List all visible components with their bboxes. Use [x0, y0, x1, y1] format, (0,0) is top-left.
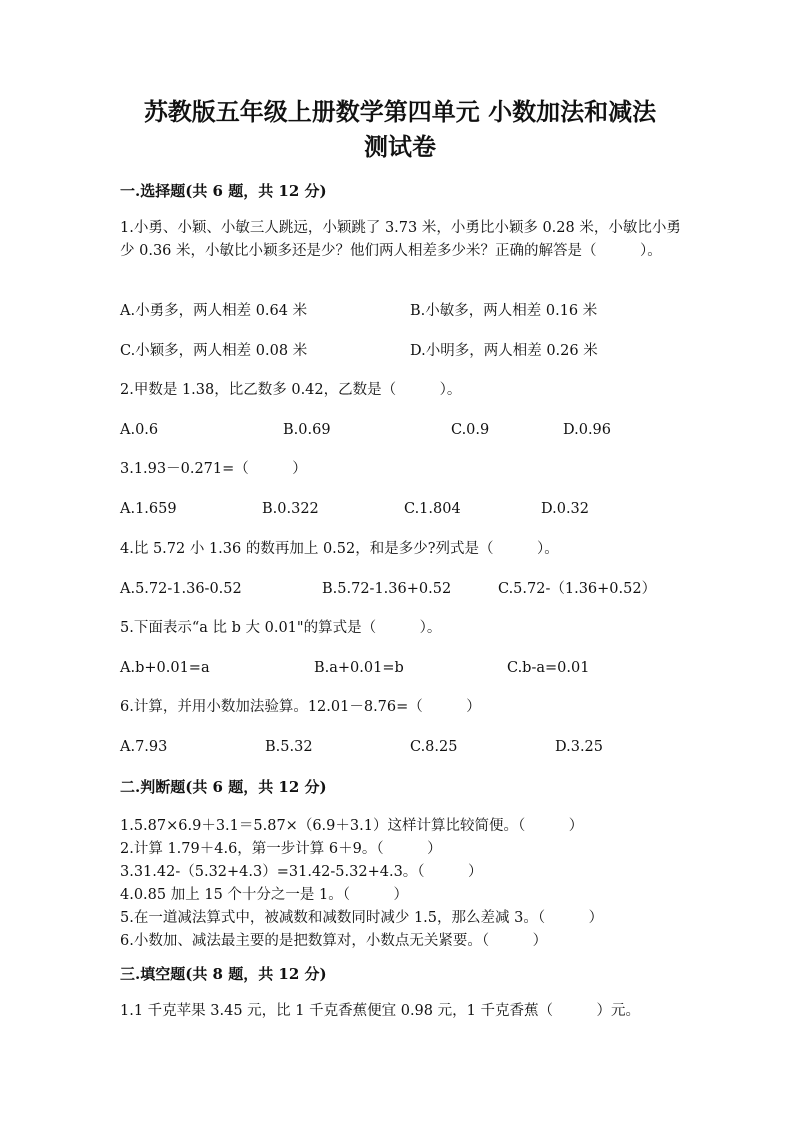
question-5-option-a: A.b+0.01=a [120, 660, 210, 676]
question-3-option-d: D.0.32 [541, 501, 590, 517]
question-3-option-c: C.1.804 [404, 501, 461, 517]
question-1-option-b: B.小敏多，两人相差 0.16 米 [410, 303, 598, 319]
question-3-option-a: A.1.659 [120, 501, 177, 517]
question-4-option-c: C.5.72-（1.36+0.52） [498, 581, 657, 597]
question-3-text: 3.1.93－0.271=（ ） [120, 461, 307, 477]
fill-in-item-1: 1.1 千克苹果 3.45 元，比 1 千克香蕉便宜 0.98 元，1 千克香蕉（ ）元。 [120, 1003, 640, 1019]
question-6-option-d: D.3.25 [555, 739, 604, 755]
question-5-option-c: C.b-a=0.01 [507, 660, 590, 676]
question-2-option-a: A.0.6 [120, 422, 159, 438]
question-1-text: 1.小勇、小颖、小敏三人跳远，小颖跳了 3.73 米，小勇比小颖多 0.28 米，小敏比小勇少 0.36 米，小敏比小颖多还是少？他们两人相差多少米？正确的解答是（ ）。 [120, 220, 681, 259]
section-heading-judgment: 二.判断题(共 6 题，共 12 分) [120, 778, 327, 796]
judgment-item-2: 2.计算 1.79＋4.6，第一步计算 6＋9。（ ） [120, 841, 442, 857]
question-3-option-b: B.0.322 [262, 501, 319, 517]
judgment-item-4: 4.0.85 加上 15 个十分之一是 1。（ ） [120, 887, 408, 903]
question-4-option-a: A.5.72-1.36-0.52 [120, 581, 242, 597]
question-2-text: 2.甲数是 1.38，比乙数多 0.42，乙数是（ ）。 [120, 382, 462, 398]
question-4-option-b: B.5.72-1.36+0.52 [322, 581, 452, 597]
page-title-line2: 测试卷 [364, 132, 436, 161]
judgment-item-3: 3.31.42-（5.32+4.3）=31.42-5.32+4.3。（ ） [120, 864, 483, 880]
question-6-option-a: A.7.93 [120, 739, 168, 755]
question-1-option-c: C.小颖多，两人相差 0.08 米 [120, 343, 308, 359]
section-heading-fill-in: 三.填空题(共 8 题，共 12 分) [120, 965, 327, 983]
judgment-item-1: 1.5.87×6.9＋3.1＝5.87×（6.9＋3.1）这样计算比较简便。（ ） [120, 818, 584, 834]
question-1-option-d: D.小明多，两人相差 0.26 米 [410, 343, 598, 359]
section-heading-choice: 一.选择题(共 6 题，共 12 分) [120, 182, 327, 200]
question-2-option-b: B.0.69 [283, 422, 331, 438]
question-2-option-d: D.0.96 [563, 422, 612, 438]
question-5-option-b: B.a+0.01=b [314, 660, 404, 676]
question-5-text: 5.下面表示“a 比 b 大 0.01"的算式是（ ）。 [120, 620, 442, 636]
question-2-option-c: C.0.9 [451, 422, 490, 438]
question-6-text: 6.计算，并用小数加法验算。12.01－8.76=（ ） [120, 699, 481, 715]
judgment-item-5: 5.在一道减法算式中，被减数和减数同时减少 1.5，那么差减 3。（ ） [120, 910, 604, 926]
question-1-option-a: A.小勇多，两人相差 0.64 米 [120, 303, 308, 319]
question-4-text: 4.比 5.72 小 1.36 的数再加上 0.52，和是多少?列式是（ ）。 [120, 541, 559, 557]
page-title-line1: 苏教版五年级上册数学第四单元 小数加法和减法 [143, 97, 657, 126]
judgment-item-6: 6.小数加、减法最主要的是把数算对，小数点无关紧要。（ ） [120, 933, 548, 949]
question-6-option-b: B.5.32 [265, 739, 313, 755]
question-6-option-c: C.8.25 [410, 739, 458, 755]
